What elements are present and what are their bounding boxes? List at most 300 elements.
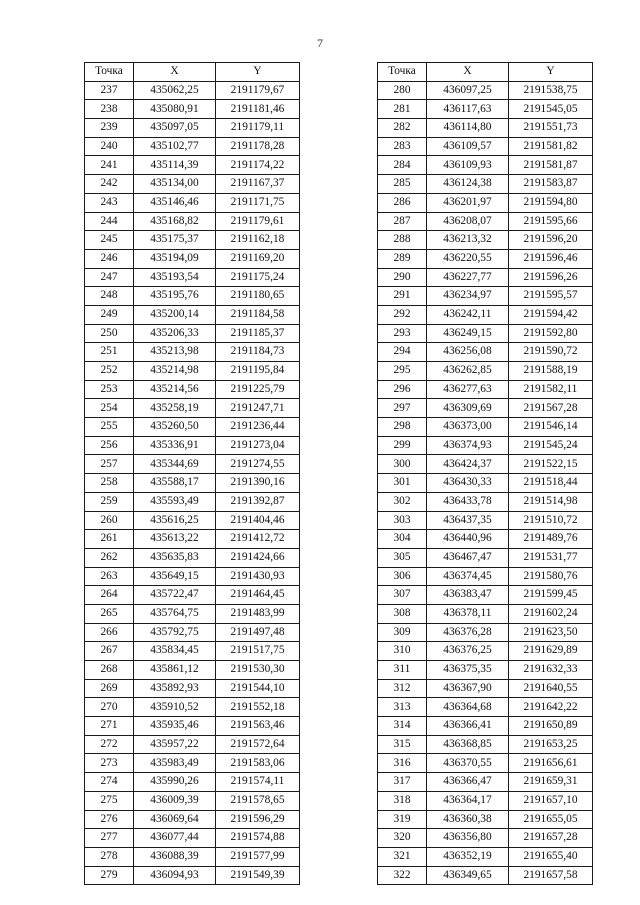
- point-cell: 245: [85, 231, 134, 250]
- y-cell: 2191497,48: [216, 623, 300, 642]
- y-cell: 2191162,18: [216, 231, 300, 250]
- table-body-left: [85, 81, 300, 885]
- table-row: [378, 399, 593, 418]
- x-cell: 435260,50: [134, 418, 216, 437]
- y-cell: 2191623,50: [509, 623, 593, 642]
- point-cell: 268: [85, 661, 134, 680]
- table-row: [378, 773, 593, 792]
- x-cell: 436437,35: [427, 511, 509, 530]
- point-cell: 300: [378, 455, 427, 474]
- x-cell: 435214,56: [134, 380, 216, 399]
- point-cell: 316: [378, 754, 427, 773]
- table-row: [378, 287, 593, 306]
- y-cell: 2191546,14: [509, 418, 593, 437]
- y-cell: 2191650,89: [509, 717, 593, 736]
- x-cell: 435935,46: [134, 717, 216, 736]
- point-cell: 292: [378, 305, 427, 324]
- table-row: [85, 623, 300, 642]
- x-cell: 436109,93: [427, 156, 509, 175]
- point-cell: 240: [85, 137, 134, 156]
- y-cell: 2191181,46: [216, 100, 300, 119]
- point-cell: 282: [378, 119, 427, 138]
- table-row: [378, 492, 593, 511]
- point-cell: 270: [85, 698, 134, 717]
- x-cell: 435336,91: [134, 436, 216, 455]
- x-cell: 435910,52: [134, 698, 216, 717]
- table-row: [378, 380, 593, 399]
- table-row: [85, 847, 300, 866]
- x-cell: 436208,07: [427, 212, 509, 231]
- table-row: [85, 436, 300, 455]
- point-cell: 263: [85, 567, 134, 586]
- y-cell: 2191514,98: [509, 492, 593, 511]
- point-cell: 307: [378, 586, 427, 605]
- y-cell: 2191538,75: [509, 81, 593, 100]
- x-cell: 435206,33: [134, 324, 216, 343]
- x-cell: 436256,08: [427, 343, 509, 362]
- x-cell: 436009,39: [134, 791, 216, 810]
- table-row: [85, 212, 300, 231]
- table-row: [85, 735, 300, 754]
- y-cell: 2191592,80: [509, 324, 593, 343]
- table-row: [378, 455, 593, 474]
- y-cell: 2191659,31: [509, 773, 593, 792]
- x-cell: 436242,11: [427, 305, 509, 324]
- x-cell: 436349,65: [427, 866, 509, 885]
- point-cell: 238: [85, 100, 134, 119]
- table-row: [85, 810, 300, 829]
- header-point: Точка: [378, 63, 427, 82]
- table-row: [85, 399, 300, 418]
- y-cell: 2191567,28: [509, 399, 593, 418]
- x-cell: 436433,78: [427, 492, 509, 511]
- y-cell: 2191518,44: [509, 474, 593, 493]
- table-row: [378, 679, 593, 698]
- point-cell: 255: [85, 418, 134, 437]
- table-row: [378, 137, 593, 156]
- table-row: [378, 175, 593, 194]
- table-row: [378, 474, 593, 493]
- point-cell: 295: [378, 362, 427, 381]
- y-cell: 2191588,19: [509, 362, 593, 381]
- table-row: [85, 754, 300, 773]
- header-y: Y: [509, 63, 593, 82]
- x-cell: 436109,57: [427, 137, 509, 156]
- y-cell: 2191655,05: [509, 810, 593, 829]
- point-cell: 275: [85, 791, 134, 810]
- point-cell: 253: [85, 380, 134, 399]
- point-cell: 258: [85, 474, 134, 493]
- header-x: X: [134, 63, 216, 82]
- coordinates-table-left: [84, 62, 300, 885]
- x-cell: 436094,93: [134, 866, 216, 885]
- y-cell: 2191167,37: [216, 175, 300, 194]
- table-row: [378, 362, 593, 381]
- x-cell: 435613,22: [134, 530, 216, 549]
- y-cell: 2191549,39: [216, 866, 300, 885]
- x-cell: 435195,76: [134, 287, 216, 306]
- point-cell: 265: [85, 604, 134, 623]
- point-cell: 242: [85, 175, 134, 194]
- x-cell: 436368,85: [427, 735, 509, 754]
- point-cell: 269: [85, 679, 134, 698]
- table-row: [85, 343, 300, 362]
- point-cell: 251: [85, 343, 134, 362]
- x-cell: 436373,00: [427, 418, 509, 437]
- y-cell: 2191545,24: [509, 436, 593, 455]
- y-cell: 2191236,44: [216, 418, 300, 437]
- point-cell: 311: [378, 661, 427, 680]
- point-cell: 267: [85, 642, 134, 661]
- table-row: [85, 156, 300, 175]
- y-cell: 2191178,28: [216, 137, 300, 156]
- table-body-right: [378, 81, 593, 885]
- point-cell: 297: [378, 399, 427, 418]
- y-cell: 2191517,75: [216, 642, 300, 661]
- y-cell: 2191522,15: [509, 455, 593, 474]
- x-cell: 435892,93: [134, 679, 216, 698]
- table-row: [85, 829, 300, 848]
- x-cell: 435213,98: [134, 343, 216, 362]
- y-cell: 2191392,87: [216, 492, 300, 511]
- table-row: [378, 866, 593, 885]
- x-cell: 436378,11: [427, 604, 509, 623]
- table-row: [378, 249, 593, 268]
- table-row: [85, 287, 300, 306]
- point-cell: 321: [378, 847, 427, 866]
- x-cell: 435593,49: [134, 492, 216, 511]
- table-row: [378, 567, 593, 586]
- table-header-row: [85, 63, 300, 82]
- table-row: [378, 343, 593, 362]
- point-cell: 248: [85, 287, 134, 306]
- y-cell: 2191510,72: [509, 511, 593, 530]
- x-cell: 435168,82: [134, 212, 216, 231]
- point-cell: 241: [85, 156, 134, 175]
- y-cell: 2191171,75: [216, 193, 300, 212]
- x-cell: 435175,37: [134, 231, 216, 250]
- point-cell: 284: [378, 156, 427, 175]
- table-row: [378, 810, 593, 829]
- table-row: [378, 81, 593, 100]
- x-cell: 435194,09: [134, 249, 216, 268]
- x-cell: 436220,55: [427, 249, 509, 268]
- x-cell: 436430,33: [427, 474, 509, 493]
- x-cell: 436367,90: [427, 679, 509, 698]
- y-cell: 2191179,61: [216, 212, 300, 231]
- point-cell: 249: [85, 305, 134, 324]
- x-cell: 436375,35: [427, 661, 509, 680]
- y-cell: 2191590,72: [509, 343, 593, 362]
- table-row: [378, 698, 593, 717]
- y-cell: 2191602,24: [509, 604, 593, 623]
- table-row: [85, 717, 300, 736]
- point-cell: 264: [85, 586, 134, 605]
- point-cell: 305: [378, 548, 427, 567]
- y-cell: 2191274,55: [216, 455, 300, 474]
- point-cell: 301: [378, 474, 427, 493]
- point-cell: 281: [378, 100, 427, 119]
- point-cell: 261: [85, 530, 134, 549]
- point-cell: 247: [85, 268, 134, 287]
- table-row: [85, 773, 300, 792]
- y-cell: 2191640,55: [509, 679, 593, 698]
- x-cell: 436424,37: [427, 455, 509, 474]
- table-row: [85, 548, 300, 567]
- point-cell: 308: [378, 604, 427, 623]
- point-cell: 266: [85, 623, 134, 642]
- table-row: [378, 642, 593, 661]
- y-cell: 2191184,73: [216, 343, 300, 362]
- x-cell: 436124,38: [427, 175, 509, 194]
- x-cell: 435114,39: [134, 156, 216, 175]
- table-row: [378, 324, 593, 343]
- table-row: [85, 511, 300, 530]
- x-cell: 436249,15: [427, 324, 509, 343]
- y-cell: 2191583,87: [509, 175, 593, 194]
- point-cell: 271: [85, 717, 134, 736]
- point-cell: 296: [378, 380, 427, 399]
- x-cell: 436213,32: [427, 231, 509, 250]
- point-cell: 290: [378, 268, 427, 287]
- y-cell: 2191580,76: [509, 567, 593, 586]
- y-cell: 2191551,73: [509, 119, 593, 138]
- y-cell: 2191552,18: [216, 698, 300, 717]
- y-cell: 2191174,22: [216, 156, 300, 175]
- y-cell: 2191594,42: [509, 305, 593, 324]
- table-row: [85, 175, 300, 194]
- y-cell: 2191577,99: [216, 847, 300, 866]
- x-cell: 436234,97: [427, 287, 509, 306]
- point-cell: 294: [378, 343, 427, 362]
- y-cell: 2191596,26: [509, 268, 593, 287]
- y-cell: 2191583,06: [216, 754, 300, 773]
- table-row: [85, 418, 300, 437]
- point-cell: 259: [85, 492, 134, 511]
- table-row: [378, 623, 593, 642]
- point-cell: 289: [378, 249, 427, 268]
- x-cell: 436352,19: [427, 847, 509, 866]
- table-row: [85, 137, 300, 156]
- y-cell: 2191169,20: [216, 249, 300, 268]
- table-row: [85, 455, 300, 474]
- point-cell: 320: [378, 829, 427, 848]
- table-row: [378, 661, 593, 680]
- y-cell: 2191581,87: [509, 156, 593, 175]
- table-row: [85, 119, 300, 138]
- x-cell: 436370,55: [427, 754, 509, 773]
- y-cell: 2191599,45: [509, 586, 593, 605]
- page-number: 7: [317, 36, 323, 50]
- x-cell: 436366,47: [427, 773, 509, 792]
- y-cell: 2191655,40: [509, 847, 593, 866]
- y-cell: 2191578,65: [216, 791, 300, 810]
- x-cell: 435134,00: [134, 175, 216, 194]
- table-row: [85, 791, 300, 810]
- y-cell: 2191544,10: [216, 679, 300, 698]
- table-row: [85, 380, 300, 399]
- y-cell: 2191595,57: [509, 287, 593, 306]
- point-cell: 280: [378, 81, 427, 100]
- point-cell: 246: [85, 249, 134, 268]
- point-cell: 279: [85, 866, 134, 885]
- point-cell: 256: [85, 436, 134, 455]
- point-cell: 303: [378, 511, 427, 530]
- x-cell: 436309,69: [427, 399, 509, 418]
- y-cell: 2191483,99: [216, 604, 300, 623]
- table-row: [378, 717, 593, 736]
- table-row: [378, 735, 593, 754]
- x-cell: 436374,93: [427, 436, 509, 455]
- y-cell: 2191653,25: [509, 735, 593, 754]
- header-x: X: [427, 63, 509, 82]
- table-row: [378, 586, 593, 605]
- table-row: [378, 829, 593, 848]
- point-cell: 302: [378, 492, 427, 511]
- y-cell: 2191185,37: [216, 324, 300, 343]
- x-cell: 435258,19: [134, 399, 216, 418]
- table-row: [85, 249, 300, 268]
- point-cell: 252: [85, 362, 134, 381]
- x-cell: 435983,49: [134, 754, 216, 773]
- y-cell: 2191574,88: [216, 829, 300, 848]
- point-cell: 293: [378, 324, 427, 343]
- y-cell: 2191179,67: [216, 81, 300, 100]
- x-cell: 436366,41: [427, 717, 509, 736]
- x-cell: 436467,47: [427, 548, 509, 567]
- x-cell: 435193,54: [134, 268, 216, 287]
- table-row: [85, 474, 300, 493]
- point-cell: 244: [85, 212, 134, 231]
- point-cell: 319: [378, 810, 427, 829]
- x-cell: 435102,77: [134, 137, 216, 156]
- x-cell: 436440,96: [427, 530, 509, 549]
- x-cell: 435616,25: [134, 511, 216, 530]
- table-row: [85, 305, 300, 324]
- y-cell: 2191390,16: [216, 474, 300, 493]
- table-row: [85, 81, 300, 100]
- x-cell: 436117,63: [427, 100, 509, 119]
- table-row: [378, 305, 593, 324]
- y-cell: 2191572,64: [216, 735, 300, 754]
- x-cell: 436356,80: [427, 829, 509, 848]
- y-cell: 2191489,76: [509, 530, 593, 549]
- x-cell: 436374,45: [427, 567, 509, 586]
- x-cell: 436262,85: [427, 362, 509, 381]
- x-cell: 435635,83: [134, 548, 216, 567]
- table-row: [85, 661, 300, 680]
- table-row: [85, 231, 300, 250]
- point-cell: 298: [378, 418, 427, 437]
- y-cell: 2191594,80: [509, 193, 593, 212]
- table-row: [85, 268, 300, 287]
- y-cell: 2191412,72: [216, 530, 300, 549]
- y-cell: 2191642,22: [509, 698, 593, 717]
- point-cell: 315: [378, 735, 427, 754]
- point-cell: 317: [378, 773, 427, 792]
- table-row: [85, 100, 300, 119]
- point-cell: 276: [85, 810, 134, 829]
- x-cell: 436097,25: [427, 81, 509, 100]
- table-row: [378, 268, 593, 287]
- x-cell: 436360,38: [427, 810, 509, 829]
- y-cell: 2191530,30: [216, 661, 300, 680]
- table-row: [85, 530, 300, 549]
- x-cell: 435649,15: [134, 567, 216, 586]
- y-cell: 2191563,46: [216, 717, 300, 736]
- x-cell: 435722,47: [134, 586, 216, 605]
- x-cell: 436376,25: [427, 642, 509, 661]
- x-cell: 435861,12: [134, 661, 216, 680]
- x-cell: 435080,91: [134, 100, 216, 119]
- y-cell: 2191404,46: [216, 511, 300, 530]
- y-cell: 2191273,04: [216, 436, 300, 455]
- x-cell: 435834,45: [134, 642, 216, 661]
- x-cell: 435062,25: [134, 81, 216, 100]
- point-cell: 291: [378, 287, 427, 306]
- x-cell: 436077,44: [134, 829, 216, 848]
- coordinates-table-right: [377, 62, 593, 885]
- table-row: [378, 119, 593, 138]
- point-cell: 262: [85, 548, 134, 567]
- table-row: [85, 604, 300, 623]
- table-row: [378, 436, 593, 455]
- y-cell: 2191596,46: [509, 249, 593, 268]
- x-cell: 435990,26: [134, 773, 216, 792]
- y-cell: 2191225,79: [216, 380, 300, 399]
- y-cell: 2191657,10: [509, 791, 593, 810]
- x-cell: 436069,64: [134, 810, 216, 829]
- y-cell: 2191629,89: [509, 642, 593, 661]
- point-cell: 312: [378, 679, 427, 698]
- table-row: [378, 847, 593, 866]
- y-cell: 2191574,11: [216, 773, 300, 792]
- y-cell: 2191430,93: [216, 567, 300, 586]
- point-cell: 254: [85, 399, 134, 418]
- y-cell: 2191247,71: [216, 399, 300, 418]
- table-row: [378, 100, 593, 119]
- table-row: [378, 791, 593, 810]
- x-cell: 436277,63: [427, 380, 509, 399]
- point-cell: 274: [85, 773, 134, 792]
- x-cell: 435146,46: [134, 193, 216, 212]
- y-cell: 2191656,61: [509, 754, 593, 773]
- x-cell: 436201,97: [427, 193, 509, 212]
- point-cell: 306: [378, 567, 427, 586]
- y-cell: 2191464,45: [216, 586, 300, 605]
- table-row: [85, 586, 300, 605]
- table-row: [378, 548, 593, 567]
- point-cell: 318: [378, 791, 427, 810]
- point-cell: 283: [378, 137, 427, 156]
- y-cell: 2191657,58: [509, 866, 593, 885]
- y-cell: 2191582,11: [509, 380, 593, 399]
- point-cell: 288: [378, 231, 427, 250]
- x-cell: 436227,77: [427, 268, 509, 287]
- x-cell: 436376,28: [427, 623, 509, 642]
- x-cell: 436383,47: [427, 586, 509, 605]
- point-cell: 237: [85, 81, 134, 100]
- table-row: [85, 362, 300, 381]
- y-cell: 2191595,66: [509, 212, 593, 231]
- point-cell: 287: [378, 212, 427, 231]
- table-header-row: [378, 63, 593, 82]
- table-row: [378, 530, 593, 549]
- point-cell: 243: [85, 193, 134, 212]
- table-row: [378, 418, 593, 437]
- y-cell: 2191180,65: [216, 287, 300, 306]
- point-cell: 260: [85, 511, 134, 530]
